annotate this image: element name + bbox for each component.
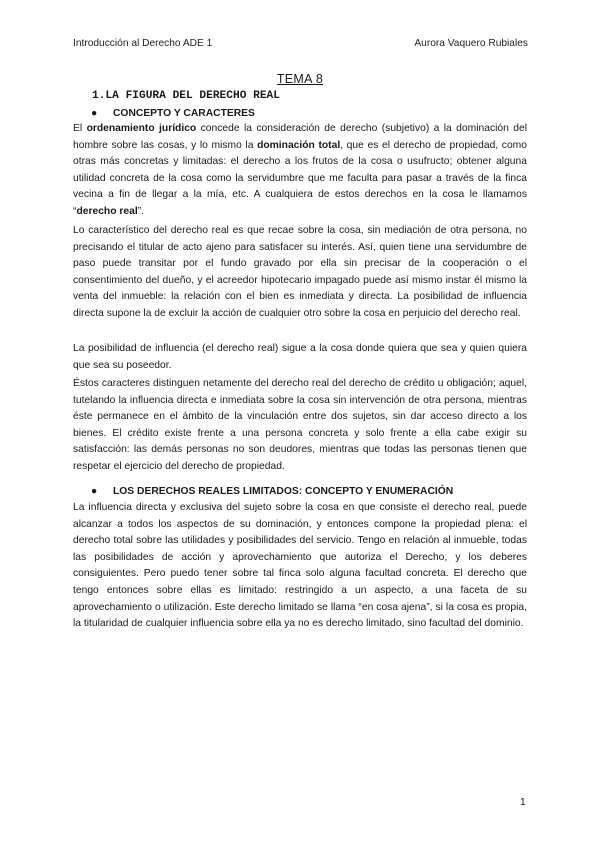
bold-term: ordenamiento jurídico [86,123,197,134]
bold-term: derecho real [76,205,138,217]
paragraph-3: La posibilidad de influencia (el derecho real) sigue a la cosa donde quiera que sea y quien quiera que sea su poseedor. [73,343,527,371]
text-run: concede la consideración de derecho (subjetivo) a la dominación del hombre sobre las cosas, y lo mismo la [73,123,527,151]
bullet-heading-label: LOS DERECHOS REALES LIMITADOS: CONCEPTO Y ENUMERACIÓN [113,486,454,497]
bullet-icon: ● [91,108,98,119]
bullet-heading-label: CONCEPTO Y CARACTERES [113,108,255,119]
section-heading: 1.LA FIGURA DEL DERECHO REAL [92,90,280,102]
bullet-icon: ● [91,486,98,497]
page-title: TEMA 8 [276,72,324,86]
text-run: ”. [137,205,144,217]
paragraph-4: Éstos caracteres distinguen netamente del derecho real del derecho de crédito u obligación; aquel, tutelando la influencia directa e inmediata sobre la cosa sin intervención de otra persona, mientras éste permanece en el ámbito de la vinculación entre dos sujetos, sin dar acceso directo a los bienes. El crédito existe frente a una persona concreta y solo frente a ella cabe exigir su satisfacción: las demás personas no son deudores, mientras que todas las personas tienen que respetar el ejercicio del derecho de propiedad. [73,378,527,472]
paragraph-5: La influencia directa y exclusiva del sujeto sobre la cosa en que consiste el derecho real, puede alcanzar a todos los aspectos de su dominación, y entonces compone la propiedad plena: el derecho total sobre las utilidades y posibilidades del servicio. Tengo en relación al inmueble, todas las posibilidades de acción y aprovechamiento que autoriza el Derecho, y los deberes consiguientes. Pero puedo tener sobre tal finca solo alguna facultad concreta. El derecho que tengo entonces sobre ellas es limitado: restringido a un aspecto, a una faceta de su aprovechamiento o utilización. Este derecho limitado se llama “en cosa ajena”, si la cosa es propia, la titularidad de cualquier influencia sobre ella ya no es derecho limitado, sino facultad del dominio. [73,502,527,630]
text-run: El [73,123,87,134]
header-course: Introducción al Derecho ADE 1 [73,38,213,49]
paragraph-1 [73,121,527,221]
page-header [73,38,528,52]
paragraph-2: Lo característico del derecho real es que recae sobre la cosa, sin mediación de otra persona, no precisando el titular de acto ajeno para satisfacer su interés. Así, quien tiene una servidumbre de paso puede transitar por el fundo gravado por ella sin precisar de la cooperación o el consentimiento del dueño, y el acreedor hipotecario impagado puede así mismo instar él mismo la venta del inmueble: la relación con el bien es inmediata y directa. La posibilidad de influencia directa supone la de excluir la acción de cualquier otro sobre la cosa en perjuicio del derecho real. [73,225,527,319]
text-run: , que es el derecho de propiedad, como otras más concretas y limitadas: el derecho a los frutos de la cosa o usufructo; obtener alguna utilidad concreta de la cosa como la servidumbre que me faculta para pasar a través de la finca vecina a fin de llegar a la mía, etc. A cualquiera de estos derechos en la cosa le llamamos “ [73,139,527,217]
bold-term: dominación total [257,139,341,151]
bullet-heading-limitados [91,486,453,497]
header-author: Aurora Vaquero Rubiales [414,38,528,49]
page-number: 1 [520,797,526,808]
bullet-heading-concepto [91,108,255,119]
